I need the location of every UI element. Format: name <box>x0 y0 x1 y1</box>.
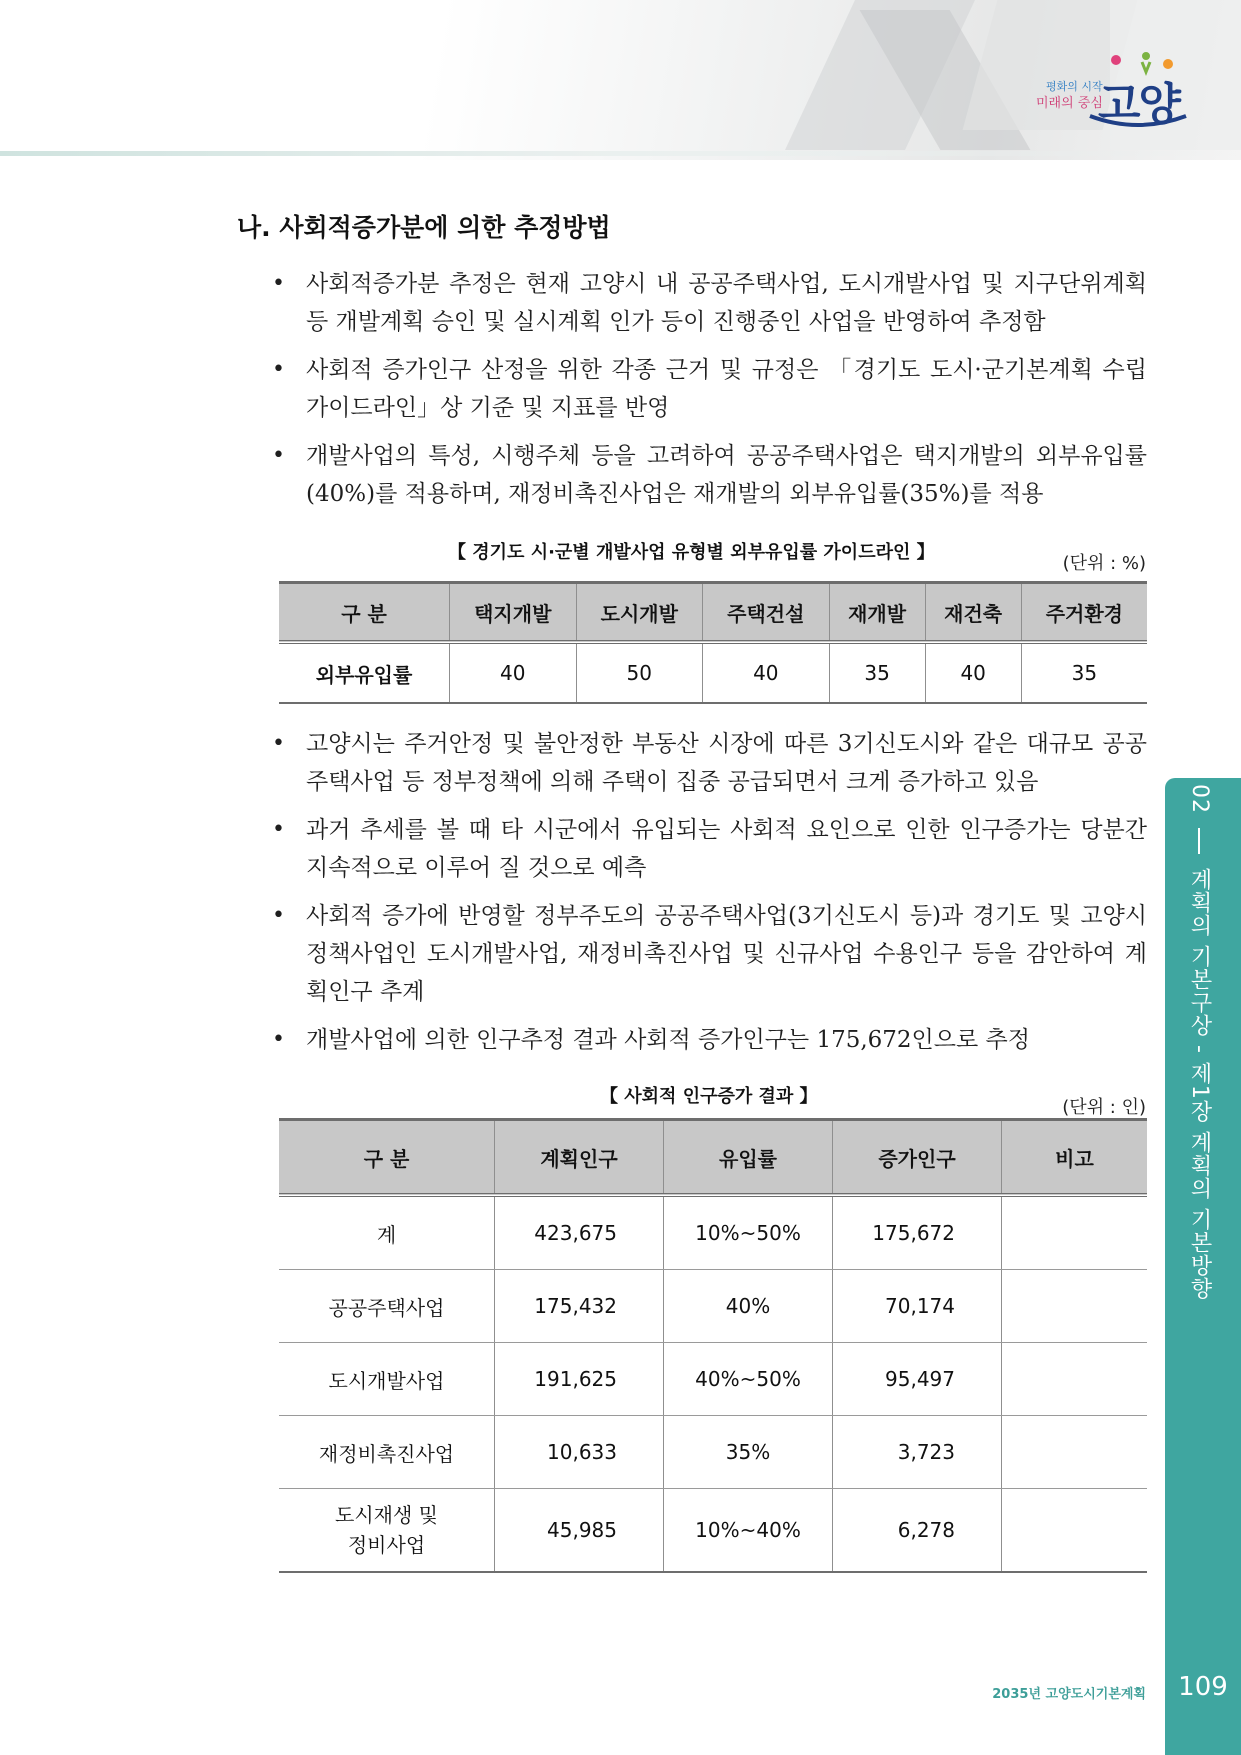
row-label: 도시개발사업 <box>279 1343 495 1416</box>
table-cell: 40 <box>703 642 830 703</box>
plan-population-cell: 423,675 <box>495 1195 664 1270</box>
chapter-divider <box>1198 828 1200 854</box>
row-label-line: 도시재생 및 <box>335 1503 438 1527</box>
table-row <box>279 1489 1147 1573</box>
increase-cell: 175,672 <box>833 1195 1002 1270</box>
table-cell: 40 <box>450 642 577 703</box>
increase-cell: 95,497 <box>833 1343 1002 1416</box>
inflow-rate-cell: 10%~50% <box>664 1195 833 1270</box>
list-item <box>270 351 1147 427</box>
inflow-rate-table <box>279 581 1147 704</box>
note-cell <box>1002 1489 1148 1573</box>
chapter-label <box>1184 784 1215 1300</box>
logo-swoosh-icon <box>1088 112 1188 132</box>
goyang-logo <box>1036 50 1186 132</box>
row-label-line: 정비사업 <box>347 1533 426 1557</box>
table-row <box>279 642 1147 703</box>
column-header: 증가인구 <box>833 1120 1002 1196</box>
table-cell: 35 <box>829 642 925 703</box>
note-cell <box>1002 1416 1148 1489</box>
inflow-rate-cell: 40%~50% <box>664 1343 833 1416</box>
table-row <box>279 1416 1147 1489</box>
bullet-text: 개발사업의 특성, 시행주체 등을 고려하여 공공주택사업은 택지개발의 외부유입률(40%)를 적용하며, 재정비촉진사업은 재개발의 외부유입률(35%)를 적용 <box>306 443 1147 507</box>
list-item <box>270 265 1147 341</box>
bullet-list <box>270 265 1147 523</box>
table-cell: 50 <box>576 642 703 703</box>
inflow-rate-cell: 40% <box>664 1270 833 1343</box>
table-caption: 【 경기도 시·군별 개발사업 유형별 외부유입률 가이드라인 】 <box>448 542 935 563</box>
column-header: 도시개발 <box>576 583 703 643</box>
bullet-list <box>270 725 1147 1069</box>
row-label <box>279 1489 495 1573</box>
increase-cell: 3,723 <box>833 1416 1002 1489</box>
column-header: 주택건설 <box>703 583 830 643</box>
column-header: 비고 <box>1002 1120 1148 1196</box>
increase-cell: 70,174 <box>833 1270 1002 1343</box>
bullet-icon: • <box>272 443 285 468</box>
chapter-number: 02 <box>1187 784 1212 814</box>
table-cell: 40 <box>925 642 1021 703</box>
table-row <box>279 1195 1147 1270</box>
table-header-row <box>279 1120 1147 1196</box>
row-label: 계 <box>279 1195 495 1270</box>
table-unit: (단위 : %) <box>1062 553 1146 574</box>
document-title: 2035년 고양도시기본계획 <box>992 1687 1146 1702</box>
column-header: 재개발 <box>829 583 925 643</box>
note-cell <box>1002 1343 1148 1416</box>
row-label: 공공주택사업 <box>279 1270 495 1343</box>
section-title: 나. 사회적증가분에 의한 추정방법 <box>237 213 611 242</box>
chapter-title: 계획의 기본구상 - 제1장 계획의 기본방향 <box>1187 868 1212 1300</box>
list-item <box>270 1021 1147 1059</box>
list-item <box>270 725 1147 801</box>
bullet-icon: • <box>272 357 285 382</box>
column-header: 택지개발 <box>450 583 577 643</box>
bullet-icon: • <box>272 731 285 756</box>
column-header: 구 분 <box>279 1120 495 1196</box>
table-row <box>279 1270 1147 1343</box>
page-number: 109 <box>1178 1672 1228 1702</box>
inflow-rate-cell: 35% <box>664 1416 833 1489</box>
bullet-text: 과거 추세를 볼 때 타 시군에서 유입되는 사회적 요인으로 인한 인구증가는 당분간 지속적으로 이루어 질 것으로 예측 <box>306 817 1147 881</box>
header-rule <box>0 151 1241 156</box>
bullet-text: 사회적 증가에 반영할 정부주도의 공공주택사업(3기신도시 등)과 경기도 및 고양시 정책사업인 도시개발사업, 재정비촉진사업 및 신규사업 수용인구 등을 감안하여 계획인구 추계 <box>306 903 1147 1005</box>
row-label: 외부유입률 <box>279 642 450 703</box>
population-increase-table <box>279 1118 1147 1573</box>
column-header: 계획인구 <box>495 1120 664 1196</box>
list-item <box>270 811 1147 887</box>
table-header-row <box>279 583 1147 643</box>
table-row <box>279 1343 1147 1416</box>
column-header: 구 분 <box>279 583 450 643</box>
bullet-text: 사회적증가분 추정은 현재 고양시 내 공공주택사업, 도시개발사업 및 지구단위계획 등 개발계획 승인 및 실시계획 인가 등이 진행중인 사업을 반영하여 추정함 <box>306 271 1147 335</box>
plan-population-cell: 10,633 <box>495 1416 664 1489</box>
list-item <box>270 437 1147 513</box>
bullet-icon: • <box>272 903 285 928</box>
plan-population-cell: 191,625 <box>495 1343 664 1416</box>
logo-slogan: 미래의 중심 <box>1036 96 1103 111</box>
table-caption: 【 사회적 인구증가 결과 】 <box>600 1086 818 1107</box>
column-header: 재건축 <box>925 583 1021 643</box>
bullet-text: 개발사업에 의한 인구추정 결과 사회적 증가인구는 175,672인으로 추정 <box>306 1027 1030 1053</box>
bullet-icon: • <box>272 817 285 842</box>
bullet-text: 사회적 증가인구 산정을 위한 각종 근거 및 규정은 「경기도 도시·군기본계획 수립 가이드라인」상 기준 및 지표를 반영 <box>306 357 1147 421</box>
plan-population-cell: 45,985 <box>495 1489 664 1573</box>
list-item <box>270 897 1147 1011</box>
bullet-icon: • <box>272 1027 285 1052</box>
column-header: 주거환경 <box>1021 583 1147 643</box>
column-header: 유입률 <box>664 1120 833 1196</box>
note-cell <box>1002 1270 1148 1343</box>
table-unit: (단위 : 인) <box>1062 1097 1146 1118</box>
note-cell <box>1002 1195 1148 1270</box>
logo-brand: 고양 <box>1098 79 1180 130</box>
table-cell: 35 <box>1021 642 1147 703</box>
bullet-text: 고양시는 주거안정 및 불안정한 부동산 시장에 따른 3기신도시와 같은 대규모 공공주택사업 등 정부정책에 의해 주택이 집중 공급되면서 크게 증가하고 있음 <box>306 731 1147 795</box>
logo-slogan: 평화의 시작 <box>1046 80 1103 93</box>
increase-cell: 6,278 <box>833 1489 1002 1573</box>
row-label: 재정비촉진사업 <box>279 1416 495 1489</box>
plan-population-cell: 175,432 <box>495 1270 664 1343</box>
inflow-rate-cell: 10%~40% <box>664 1489 833 1573</box>
bullet-icon: • <box>272 271 285 296</box>
